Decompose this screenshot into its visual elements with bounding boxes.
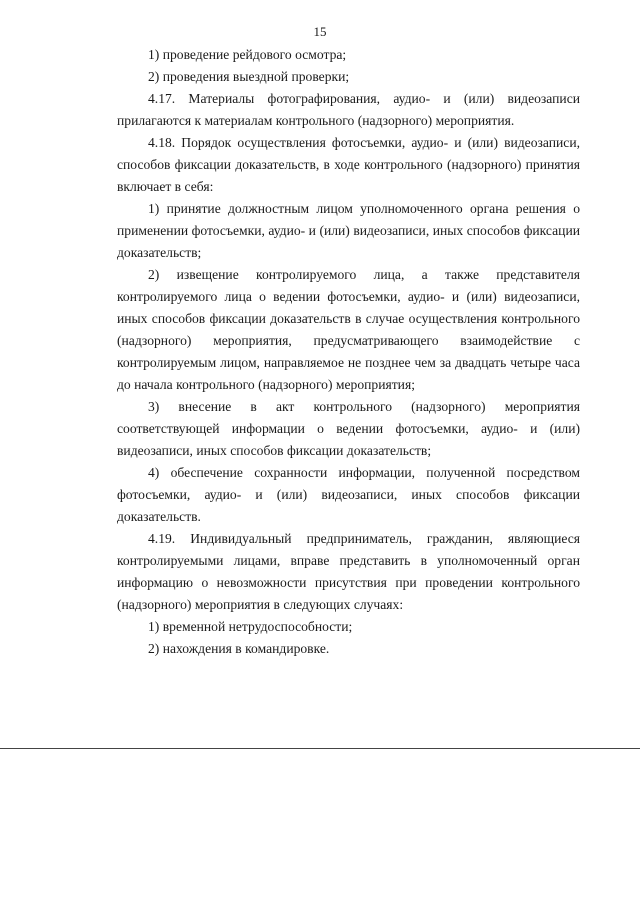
list-item-raid-inspection: 1) проведение рейдового осмотра; <box>148 47 347 62</box>
clause-4-18-item-1: 1) принятие должностным лицом уполномоченного органа решения о применении фотосъемки, аудио- и (или) видеозаписи, иных способов фиксации доказательств; <box>117 201 580 260</box>
list-item-field-inspection: 2) проведения выездной проверки; <box>148 69 350 84</box>
clause-4-18-item-2: 2) извещение контролируемого лица, а также представителя контролируемого лица о ведении фотосъемки, аудио- и (или) видеозаписи, иных способов фиксации доказательств в случае осуществления контрольного (надзорного) мероприятия, предусматривающего взаимодействие с контролируемым лицом, направляемое не позднее чем за двадцать четыре часа до начала контрольного (надзорного) мероприятия; <box>117 267 580 392</box>
clause-4-18-item-3: 3) внесение в акт контрольного (надзорного) мероприятия соответствующей информации о ведении фотосъемки, аудио- и (или) видеозаписи, иных способов фиксации доказательств; <box>117 399 580 458</box>
document-body <box>117 44 580 660</box>
clause-4-18: 4.18. Порядок осуществления фотосъемки, аудио- и (или) видеозаписи, способов фиксации доказательств, в ходе контрольного (надзорного) принятия включает в себя: <box>117 135 580 194</box>
page-number: 15 <box>313 24 327 39</box>
clause-4-19-item-2: 2) нахождения в командировке. <box>148 641 330 656</box>
clause-4-19-item-1: 1) временной нетрудоспособности; <box>148 619 353 634</box>
clause-4-18-item-4: 4) обеспечение сохранности информации, полученной посредством фотосъемки, аудио- и (или) видеозаписи, иных способов фиксации доказательств. <box>117 465 580 524</box>
clause-4-17: 4.17. Материалы фотографирования, аудио- и (или) видеозаписи прилагаются к материалам контрольного (надзорного) мероприятия. <box>117 91 580 128</box>
footer-divider <box>0 748 640 749</box>
clause-4-19: 4.19. Индивидуальный предприниматель, гражданин, являющиеся контролируемыми лицами, вправе представить в уполномоченный орган информацию о невозможности присутствия при проведении контрольного (надзорного) мероприятия в следующих случаях: <box>117 531 580 612</box>
